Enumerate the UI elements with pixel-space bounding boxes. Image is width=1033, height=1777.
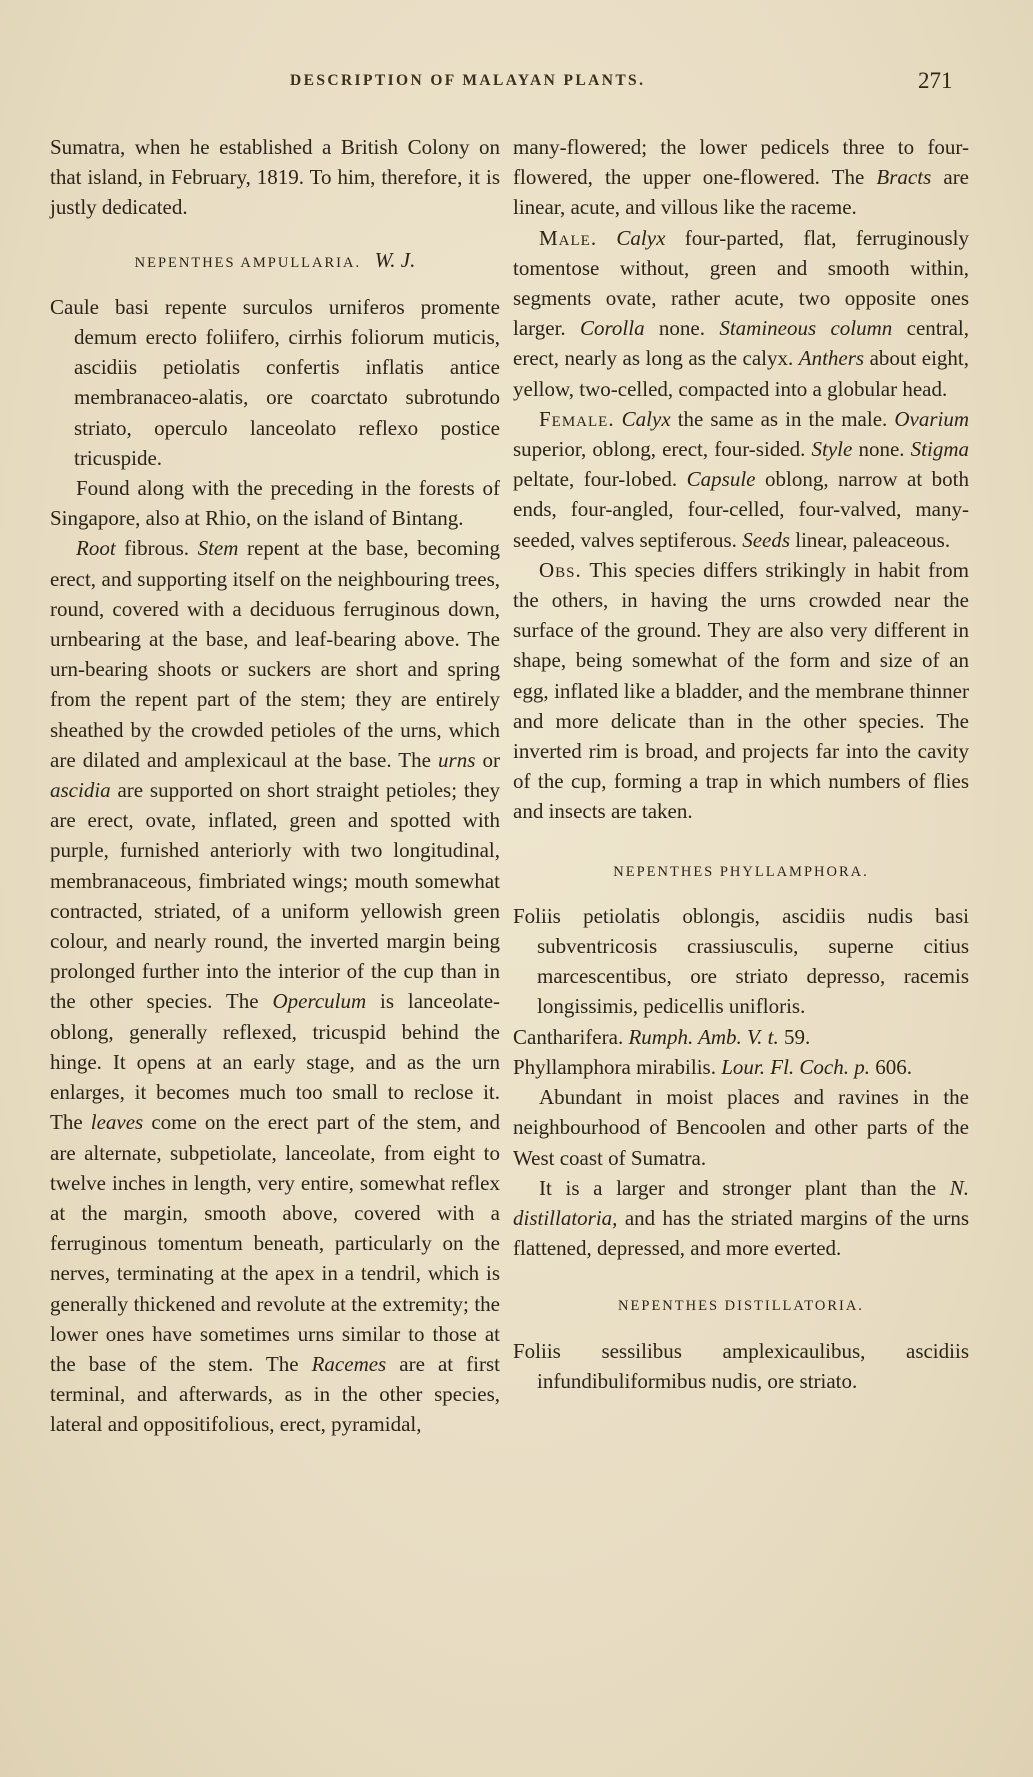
observation-paragraph [513,555,969,827]
text-run: none. [644,316,720,341]
term: Style [811,437,853,462]
term: Stamineous column [719,316,893,341]
text-run: are supported on short straight petioles; they are erect, ovate, inflated, green and spotted with purple, furnished anteriorly with two longitudinal, membranaceous, fimbriated wings; mouth somewhat contracted, striated, of a uniform yellowish green colour, and nearly round, the inverted margin being prolonged further into the interior of the cup than in the other species. The [50,778,500,1014]
species-heading [50,245,500,278]
term: Capsule [686,467,756,492]
term: Bracts [876,165,932,190]
text-run: oblong, narrow at both ends, four-angled, four-celled, four-valved, many-seeded, valves septiferous. [513,467,969,552]
latin-diagnosis: Caule basi repente surculos urniferos promente demum erecto foliifero, cirrhis foliorum muticis, ascidiis petiolatis confertis inflatis antice membranaceo-alatis, ore coarctato subrotundo striato, operculo lanceolato reflexo postice tricuspide. [50,294,500,470]
description-paragraph [50,533,500,1439]
left-column [50,132,500,1440]
text-run: come on the erect part of the stem, and are alternate, subpetiolate, lanceolate, from eight to twelve inches in length, very entire, somewhat reflex at the margin, smooth above, covered with a ferruginous tomentum beneath, particularly on the nerves, terminating at the apex in a tendril, which is generally thickened and revolute at the extremity; the lower ones have sometimes urns similar to those at the base of the stem. The [50,1110,501,1376]
text-run: central, erect, nearly as long as the calyx. [513,316,969,371]
right-column [513,132,969,1396]
text-run: none. [852,437,911,462]
text-run: are at first terminal, and afterwards, as in the other species, lateral and oppositifolious, erect, pyramidal, [50,1351,500,1437]
species-heading: NEPENTHES DISTILLATORIA. [618,1298,864,1315]
page-number: 271 [918,68,953,93]
paragraph: Sumatra, when he established a British Colony on that island, in February, 1819. To him, therefore, it is justly dedicated. [50,135,500,220]
latin-diagnosis: Foliis petiolatis oblongis, ascidiis nudis basi subventricosis crassiusculis, superne citius marcescentibus, ore striato depresso, racemis longissimis, pedicellis unifloris. [513,903,969,1019]
text-run: 606. [870,1054,912,1079]
text-run: the same as in the male. [670,406,895,431]
latin-diagnosis: Foliis sessilibus amplexicaulibus, ascidiis infundibuliformibus nudis, ore striato. [513,1338,969,1393]
section-label: Obs. [539,557,582,582]
text-run: superior, oblong, erect, four-sided. [513,437,812,462]
species-author: W. J. [374,247,416,272]
reference: N. distillatoria, [513,1175,969,1230]
text-run: fibrous. [115,536,198,561]
text-run: Phyllamphora mirabilis. [513,1054,722,1079]
male-paragraph [513,223,969,404]
term: Operculum [272,989,367,1014]
text-run: four-parted, flat, ferruginously tomentose without, green and smooth within, segments ovate, rather acute, two opposite ones larger. [513,225,970,341]
synonym [513,1052,969,1082]
term: Anthers [798,346,865,371]
text-run: It is a larger and stronger plant than the [539,1175,950,1200]
paragraph: Abundant in moist places and ravines in the neighbourhood of Bencoolen and other parts of the West coast of Sumatra. [513,1085,969,1170]
text-run: repent at the base, becoming erect, and supporting itself on the neighbouring trees, round, covered with a deciduous ferruginous down, urnbearing at the base, and leaf-bearing above. The urn-bearing shoots or suckers are short and spring from the repent part of the stem; they are entirely sheathed by the crowded petioles of the urns, which are dilated and amplexicaul at the base. The [50,536,501,772]
term: leaves [90,1110,144,1135]
reference: Lour. Fl. Coch. p. [721,1054,870,1079]
species-name: NEPENTHES AMPULLARIA. [134,254,362,271]
section-label: Male. [539,225,598,250]
species-heading: NEPENTHES PHYLLAMPHORA. [613,863,869,880]
text-run: and has the striated margins of the urns flattened, depressed, and more everted. [513,1205,969,1261]
female-paragraph [513,404,969,555]
synonym [513,1022,969,1052]
term: Calyx [621,406,671,431]
text-run: This species differs strikingly in habit from the others, in having the urns crowded near the surface of the ground. They are also very different in shape, being somewhat of the form and size of an egg, inflated like a bladder, and the membrane thinner and more delicate than in the other species. The inverted rim is broad, and projects far into the cavity of the cup, forming a trap in which numbers of flies and insects are taken. [513,557,969,824]
paragraph [513,132,969,223]
paragraph: Found along with the preceding in the forests of Singapore, also at Rhio, on the island of Bintang. [50,476,500,531]
reference: Rumph. Amb. V. t. [628,1024,779,1049]
term: Corolla [580,316,645,341]
text-run: peltate, four-lobed. [513,467,687,492]
term: Ovarium [894,406,970,431]
term: Racemes [311,1351,387,1376]
text-run: 59. [778,1024,811,1049]
text-run: many-flowered; the lower pedicels three to four-flowered, the upper one-flowered. The [513,135,969,190]
term: Stem [197,536,239,561]
term: Stigma [910,437,970,462]
section-label: Female. [539,406,615,431]
running-head: DESCRIPTION OF MALAYAN PLANTS. [290,72,646,89]
text-run: about eight, yellow, two-celled, compacted into a globular head. [513,346,969,401]
text-run: Cantharifera. [513,1024,629,1049]
text-run: are linear, acute, and villous like the raceme. [513,165,970,220]
term: urns [438,747,476,772]
term: Seeds [742,527,791,552]
paragraph [513,1173,969,1264]
term: Root [76,536,116,561]
text-run: is lanceolate-oblong, generally reflexed, tricuspid behind the hinge. It opens at an early stage, and as the urn enlarges, it becomes much too small to reclose it. The [50,989,501,1135]
text-run: linear, paleaceous. [790,527,951,552]
term: Calyx [616,225,666,250]
term: ascidia [50,778,111,803]
text-run: or [475,747,500,772]
